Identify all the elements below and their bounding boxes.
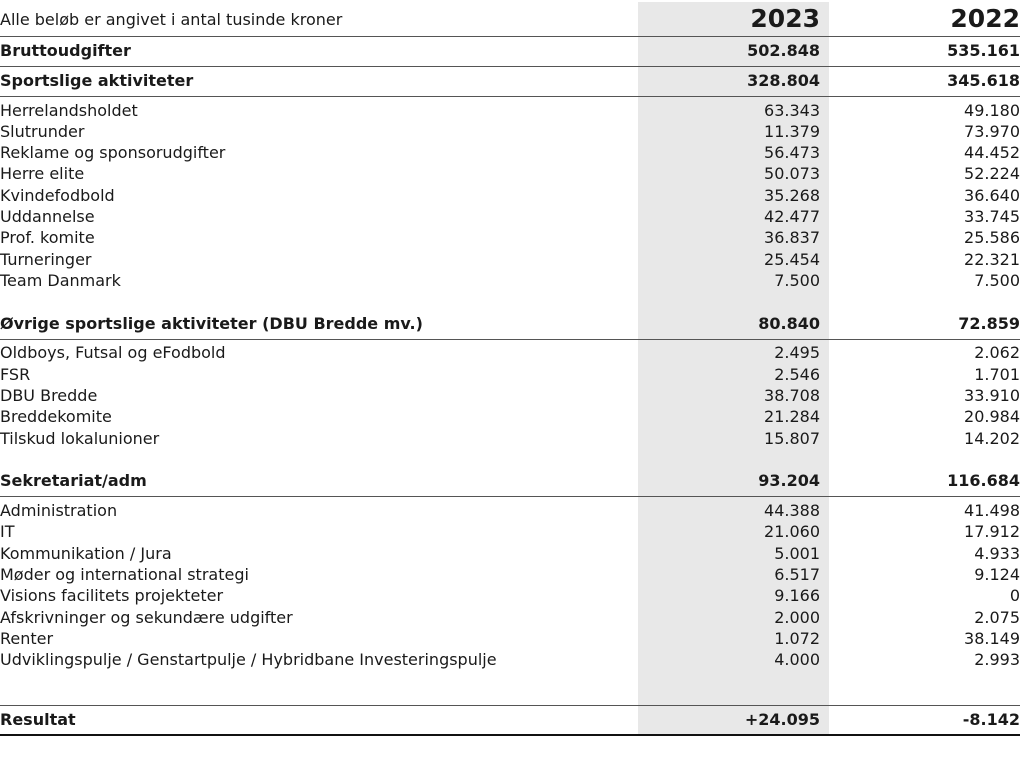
value-2022: 1.701 [974, 365, 1020, 384]
row-label: Oldboys, Futsal og eFodbold [0, 343, 226, 362]
divider [0, 36, 1020, 37]
value-2022: 49.180 [964, 101, 1020, 120]
row-label: Sportslige aktiviteter [0, 71, 194, 90]
row-label: Visions facilitets projekteter [0, 586, 224, 605]
column-header-2023: 2023 [750, 4, 820, 33]
row-ovrige-sportslige [0, 313, 1020, 335]
value-2022: 0 [1009, 586, 1020, 605]
value-2022: 345.618 [947, 71, 1020, 90]
value-2023: 7.500 [774, 271, 820, 290]
value-2022: 17.912 [964, 522, 1020, 541]
row-renter [0, 628, 1020, 650]
value-2022: 33.910 [964, 386, 1020, 405]
value-2022: 2.075 [974, 608, 1020, 627]
row-label: Reklame og sponsorudgifter [0, 143, 226, 162]
value-2022: 22.321 [964, 250, 1020, 269]
row-label: Øvrige sportslige aktiviteter (DBU Bredde mv.) [0, 314, 423, 333]
value-2022: 41.498 [964, 501, 1020, 520]
row-herrelandsholdet [0, 100, 1020, 122]
row-herre-elite [0, 163, 1020, 185]
row-breddekomite [0, 406, 1020, 428]
table-header [0, 2, 1020, 36]
row-label: Udviklingspulje / Genstartpulje / Hybridbane Investeringspulje [0, 650, 497, 669]
value-2023: 36.837 [764, 228, 820, 247]
value-2022: 38.149 [964, 629, 1020, 648]
value-2023: 11.379 [764, 122, 820, 141]
row-label: Renter [0, 629, 54, 648]
value-2022: 73.970 [964, 122, 1020, 141]
row-afskrivninger [0, 607, 1020, 629]
value-2022: 20.984 [964, 407, 1020, 426]
row-tilskud-lokalunioner [0, 428, 1020, 450]
row-prof-komite [0, 227, 1020, 249]
row-label: Resultat [0, 710, 76, 729]
value-2023: 35.268 [764, 186, 820, 205]
value-2023: +24.095 [744, 710, 820, 729]
value-2022: 9.124 [974, 565, 1020, 584]
value-2023: 44.388 [764, 501, 820, 520]
column-header-2022: 2022 [950, 4, 1020, 33]
value-2023: 50.073 [764, 164, 820, 183]
row-label: IT [0, 522, 15, 541]
row-label: Kommunikation / Jura [0, 544, 172, 563]
row-label: DBU Bredde [0, 386, 98, 405]
value-2023: 328.804 [747, 71, 820, 90]
value-2023: 93.204 [758, 471, 820, 490]
divider [0, 339, 1020, 340]
row-uddannelse [0, 206, 1020, 228]
value-2022: 33.745 [964, 207, 1020, 226]
row-fsr [0, 364, 1020, 386]
value-2023: 6.517 [774, 565, 820, 584]
value-2023: 5.001 [774, 544, 820, 563]
row-oldboys [0, 342, 1020, 364]
divider [0, 66, 1020, 67]
value-2022: 2.062 [974, 343, 1020, 362]
value-2023: 63.343 [764, 101, 820, 120]
value-2022: 25.586 [964, 228, 1020, 247]
value-2023: 2.000 [774, 608, 820, 627]
divider [0, 705, 1020, 706]
value-2023: 21.284 [764, 407, 820, 426]
value-2023: 502.848 [747, 41, 820, 60]
divider [0, 496, 1020, 497]
value-2023: 80.840 [758, 314, 820, 333]
row-turneringer [0, 249, 1020, 271]
value-2022: 36.640 [964, 186, 1020, 205]
row-team-danmark [0, 270, 1020, 292]
row-resultat [0, 709, 1020, 731]
value-2023: 25.454 [764, 250, 820, 269]
table-bottom-rule [0, 734, 1020, 736]
row-label: Møder og international strategi [0, 565, 249, 584]
unit-caption: Alle beløb er angivet i antal tusinde kroner [0, 10, 343, 29]
value-2023: 4.000 [774, 650, 820, 669]
value-2023: 56.473 [764, 143, 820, 162]
row-label: Administration [0, 501, 118, 520]
row-label: Turneringer [0, 250, 92, 269]
value-2023: 15.807 [764, 429, 820, 448]
value-2023: 38.708 [764, 386, 820, 405]
row-label: Sekretariat/adm [0, 471, 147, 490]
row-label: Herrelandsholdet [0, 101, 138, 120]
value-2023: 9.166 [774, 586, 820, 605]
row-sekretariat [0, 470, 1020, 492]
row-label: Afskrivninger og sekundære udgifter [0, 608, 293, 627]
row-bruttoudgifter [0, 40, 1020, 62]
value-2022: 52.224 [964, 164, 1020, 183]
row-administration [0, 500, 1020, 522]
row-visions [0, 585, 1020, 607]
value-2022: -8.142 [962, 710, 1020, 729]
row-label: Team Danmark [0, 271, 121, 290]
value-2023: 42.477 [764, 207, 820, 226]
row-sportslige-aktiviteter [0, 70, 1020, 92]
row-label: Prof. komite [0, 228, 95, 247]
row-label: Kvindefodbold [0, 186, 115, 205]
row-reklame [0, 142, 1020, 164]
row-kvindefodbold [0, 185, 1020, 207]
row-label: Breddekomite [0, 407, 112, 426]
value-2022: 72.859 [958, 314, 1020, 333]
divider [0, 96, 1020, 97]
row-dbu-bredde [0, 385, 1020, 407]
row-label: Bruttoudgifter [0, 41, 131, 60]
row-label: FSR [0, 365, 31, 384]
value-2023: 2.495 [774, 343, 820, 362]
value-2023: 2.546 [774, 365, 820, 384]
row-slutrunder [0, 121, 1020, 143]
row-label: Uddannelse [0, 207, 95, 226]
row-label: Tilskud lokalunioner [0, 429, 160, 448]
row-it [0, 521, 1020, 543]
value-2022: 14.202 [964, 429, 1020, 448]
value-2022: 4.933 [974, 544, 1020, 563]
value-2022: 2.993 [974, 650, 1020, 669]
value-2022: 7.500 [974, 271, 1020, 290]
row-label: Slutrunder [0, 122, 85, 141]
value-2022: 116.684 [947, 471, 1020, 490]
row-kommunikation [0, 543, 1020, 565]
row-moder [0, 564, 1020, 586]
value-2022: 44.452 [964, 143, 1020, 162]
value-2023: 21.060 [764, 522, 820, 541]
value-2023: 1.072 [774, 629, 820, 648]
value-2022: 535.161 [947, 41, 1020, 60]
row-label: Herre elite [0, 164, 85, 183]
row-udviklingspulje [0, 649, 1020, 671]
